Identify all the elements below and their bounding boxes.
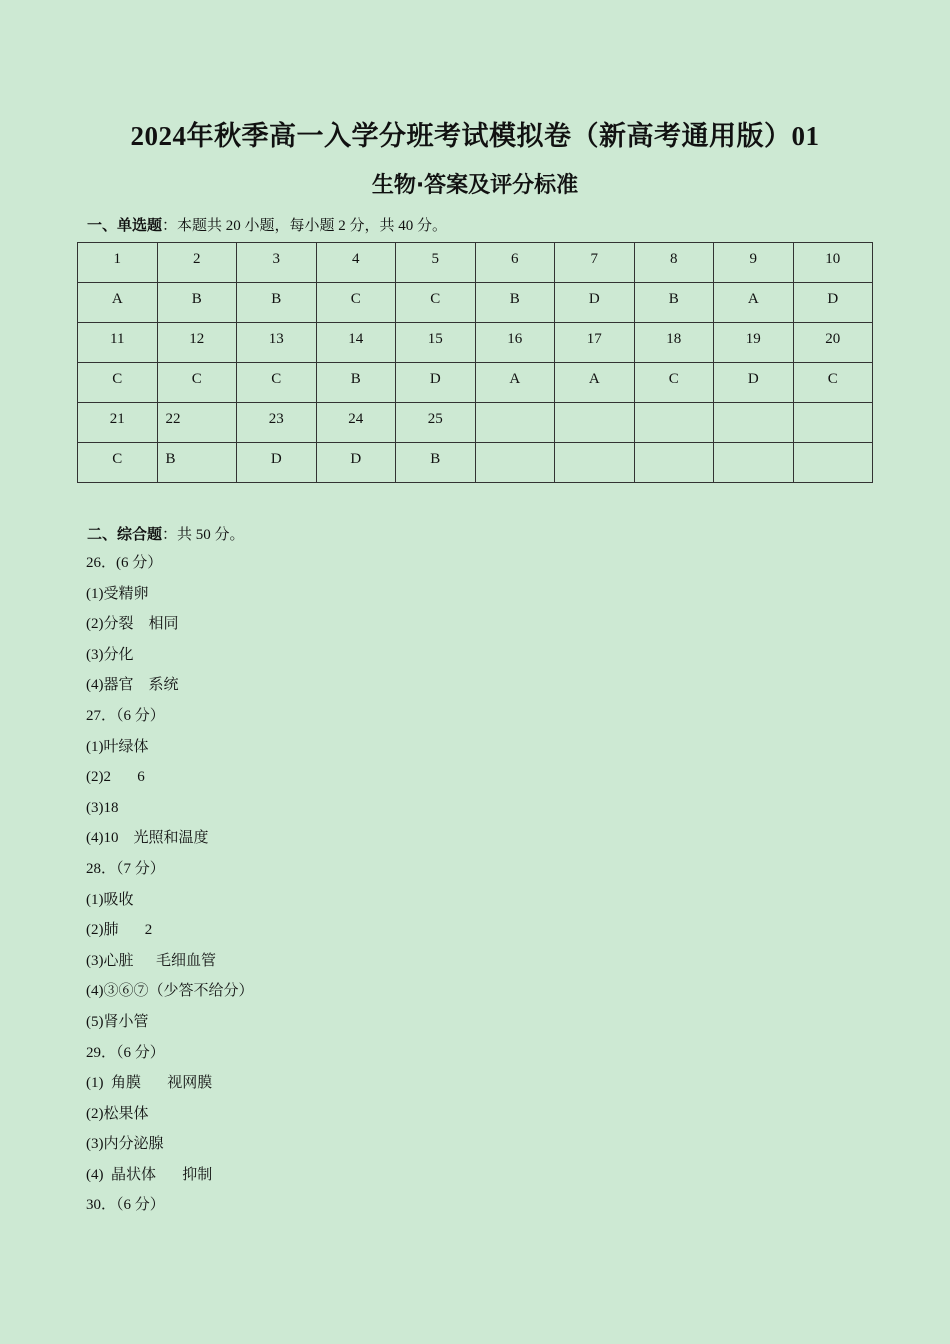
table-cell [714, 443, 794, 483]
table-cell [475, 443, 555, 483]
answer-line: (2)分裂 相同 [86, 616, 179, 633]
answer-line: 30．（6 分） [86, 1197, 165, 1214]
answer-line: (2)肺 2 [86, 922, 153, 939]
table-cell: D [396, 363, 476, 403]
table-cell: A [78, 283, 158, 323]
answer-line: (1)吸收 [86, 891, 134, 908]
table-cell: B [634, 283, 714, 323]
table-row [78, 363, 873, 403]
answer-line: 28．（7 分） [86, 860, 165, 877]
table-cell: 24 [316, 403, 396, 443]
answer-line: (1) 角膜 视网膜 [86, 1075, 213, 1092]
answer-line: (3)心脏 毛细血管 [86, 952, 216, 969]
table-row [78, 323, 873, 363]
table-cell: 22 [157, 403, 237, 443]
answer-line: 29．（6 分） [86, 1044, 165, 1061]
table-cell: 3 [237, 243, 317, 283]
table-cell: D [555, 283, 635, 323]
section-label: 一、单选题 [87, 218, 163, 234]
table-cell: 17 [555, 323, 635, 363]
table-cell: 14 [316, 323, 396, 363]
page-title: 2024年秋季高一入学分班考试模拟卷（新高考通用版）01 [130, 121, 820, 151]
table-row [78, 403, 873, 443]
table-cell: C [78, 363, 158, 403]
table-cell: 5 [396, 243, 476, 283]
answer-line: 26．(6 分） [86, 555, 163, 571]
table-cell: 9 [714, 243, 794, 283]
answer-line: (2)松果体 [86, 1105, 149, 1122]
table-cell: 7 [555, 243, 635, 283]
section-comprehensive-heading [87, 523, 245, 544]
table-cell: B [475, 283, 555, 323]
section-label: 二、综合题 [87, 527, 163, 543]
answer-line: (3)内分泌腺 [86, 1136, 164, 1153]
table-cell [714, 403, 794, 443]
answer-line: (1)叶绿体 [86, 738, 149, 755]
table-cell: C [634, 363, 714, 403]
table-cell: 15 [396, 323, 476, 363]
table-cell: 23 [237, 403, 317, 443]
table-cell [475, 403, 555, 443]
table-cell: 21 [78, 403, 158, 443]
answer-line: 27．（6 分） [86, 707, 165, 724]
table-cell: A [555, 363, 635, 403]
section-single-choice-heading [87, 214, 447, 235]
table-cell: A [714, 283, 794, 323]
table-cell [634, 443, 714, 483]
table-cell [793, 403, 873, 443]
table-row [78, 443, 873, 483]
section-description: ：共 50 分。 [162, 527, 245, 543]
table-cell: 25 [396, 403, 476, 443]
table-cell: 6 [475, 243, 555, 283]
section-description: ：本题共 20 小题，每小题 2 分，共 40 分。 [162, 218, 448, 234]
table-cell: 12 [157, 323, 237, 363]
table-cell: D [316, 443, 396, 483]
table-cell: 20 [793, 323, 873, 363]
answer-line: (4)10 光照和温度 [86, 830, 209, 847]
answer-line: (4)③⑥⑦（少答不给分） [86, 983, 254, 1000]
table-cell: B [157, 443, 237, 483]
table-cell: C [793, 363, 873, 403]
answer-line: (1)受精卵 [86, 585, 149, 602]
table-cell [555, 443, 635, 483]
answer-line: (4)器官 系统 [86, 677, 179, 694]
table-cell: 11 [78, 323, 158, 363]
table-cell: A [475, 363, 555, 403]
table-row [78, 283, 873, 323]
table-cell: 19 [714, 323, 794, 363]
table-cell: B [157, 283, 237, 323]
table-cell [555, 403, 635, 443]
table-cell: C [316, 283, 396, 323]
table-cell: 1 [78, 243, 158, 283]
table-cell: B [237, 283, 317, 323]
table-cell: C [157, 363, 237, 403]
table-cell: 2 [157, 243, 237, 283]
answer-lines [86, 553, 254, 1226]
answer-line: (3)18 [86, 799, 119, 816]
table-cell: 8 [634, 243, 714, 283]
table-cell: 10 [793, 243, 873, 283]
table-cell [634, 403, 714, 443]
table-cell: 13 [237, 323, 317, 363]
answer-line: (2)2 6 [86, 769, 145, 786]
table-cell: 16 [475, 323, 555, 363]
table-cell: D [237, 443, 317, 483]
table-cell: 4 [316, 243, 396, 283]
table-cell: 18 [634, 323, 714, 363]
answer-line: (4) 晶状体 抑制 [86, 1166, 213, 1183]
answer-table [77, 242, 873, 483]
answer-line: (3)分化 [86, 646, 134, 663]
table-row [78, 243, 873, 283]
table-cell [793, 443, 873, 483]
table-cell: D [793, 283, 873, 323]
table-cell: D [714, 363, 794, 403]
table-cell: B [396, 443, 476, 483]
answer-line: (5)肾小管 [86, 1013, 149, 1030]
table-cell: C [237, 363, 317, 403]
table-cell: C [396, 283, 476, 323]
table-cell: C [78, 443, 158, 483]
page-subtitle: 生物·答案及评分标准 [371, 173, 579, 198]
table-cell: B [316, 363, 396, 403]
